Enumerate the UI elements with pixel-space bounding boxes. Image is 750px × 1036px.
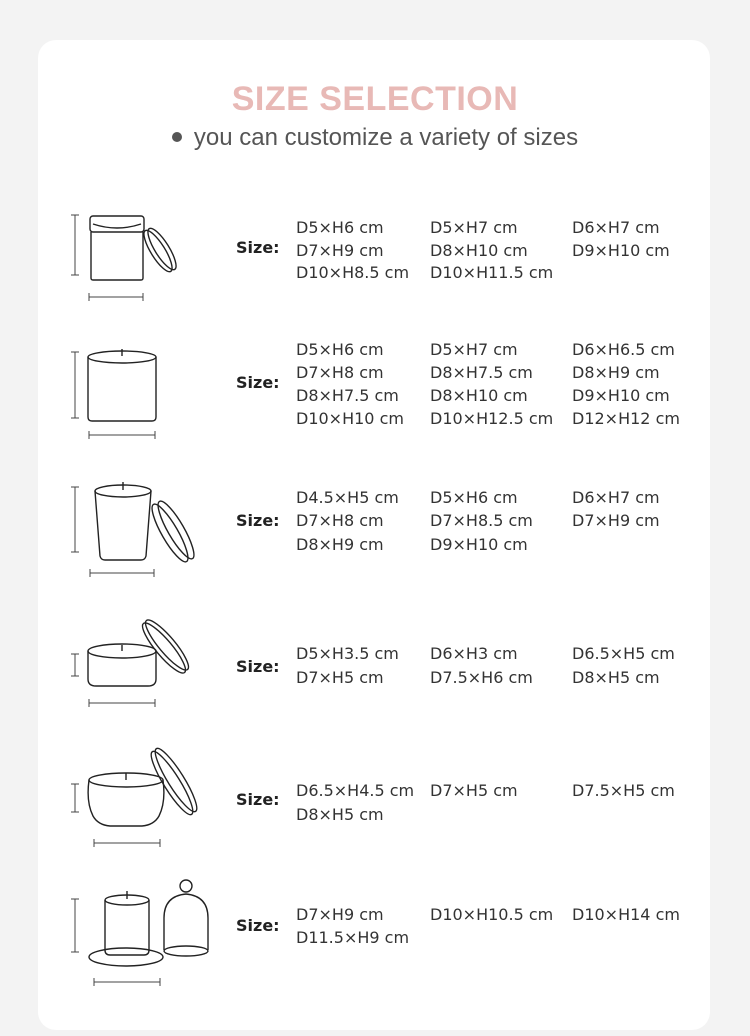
size-value: D7.5×H5 cm: [572, 781, 675, 800]
size-value: D8×H9 cm: [296, 535, 384, 554]
size-value: D5×H6 cm: [296, 340, 384, 359]
size-label: Size:: [236, 511, 280, 530]
size-label: Size:: [236, 373, 280, 392]
size-value: D4.5×H5 cm: [296, 488, 399, 507]
size-value: D8×H9 cm: [572, 363, 660, 382]
size-value: D7×H8 cm: [296, 363, 384, 382]
size-value: D6.5×H5 cm: [572, 644, 675, 663]
size-value: D5×H6 cm: [430, 488, 518, 507]
size-value: D8×H10 cm: [430, 241, 528, 260]
size-label: Size:: [236, 916, 280, 935]
size-value: D10×H10.5 cm: [430, 905, 554, 924]
size-label: Size:: [236, 790, 280, 809]
size-label: Size:: [236, 238, 280, 257]
size-value: D7×H5 cm: [296, 668, 384, 687]
size-value: D8×H5 cm: [296, 805, 384, 824]
size-value: D7×H5 cm: [430, 781, 518, 800]
size-value: D6.5×H4.5 cm: [296, 781, 415, 800]
size-value: D8×H5 cm: [572, 668, 660, 687]
size-value: D7×H9 cm: [572, 511, 660, 530]
size-value: D10×H10 cm: [296, 409, 404, 428]
page-title: SIZE SELECTION: [231, 80, 519, 118]
size-value: D5×H6 cm: [296, 218, 384, 237]
size-value: D9×H10 cm: [572, 241, 670, 260]
size-value: D11.5×H9 cm: [296, 928, 410, 947]
size-value: D10×H11.5 cm: [430, 263, 554, 282]
size-value: D6×H6.5 cm: [572, 340, 675, 359]
size-value: D9×H10 cm: [572, 386, 670, 405]
size-value: D8×H7.5 cm: [430, 363, 533, 382]
size-value: D7×H9 cm: [296, 241, 384, 260]
size-value: D9×H10 cm: [430, 535, 528, 554]
size-value: D6×H3 cm: [430, 644, 518, 663]
size-value: D7.5×H6 cm: [430, 668, 533, 687]
size-value: D7×H8.5 cm: [430, 511, 533, 530]
size-value: D7×H9 cm: [296, 905, 384, 924]
size-value: D8×H10 cm: [430, 386, 528, 405]
size-value: D10×H8.5 cm: [296, 263, 410, 282]
size-value: D8×H7.5 cm: [296, 386, 399, 405]
size-value: D5×H7 cm: [430, 340, 518, 359]
subtitle-text: you can customize a variety of sizes: [193, 124, 579, 151]
size-value: D7×H8 cm: [296, 511, 384, 530]
size-value: D10×H14 cm: [572, 905, 680, 924]
size-value: D6×H7 cm: [572, 218, 660, 237]
size-label: Size:: [236, 657, 280, 676]
size-value: D6×H7 cm: [572, 488, 660, 507]
size-value: D12×H12 cm: [572, 409, 680, 428]
size-value: D5×H3.5 cm: [296, 644, 399, 663]
size-value: D10×H12.5 cm: [430, 409, 554, 428]
size-value: D5×H7 cm: [430, 218, 518, 237]
